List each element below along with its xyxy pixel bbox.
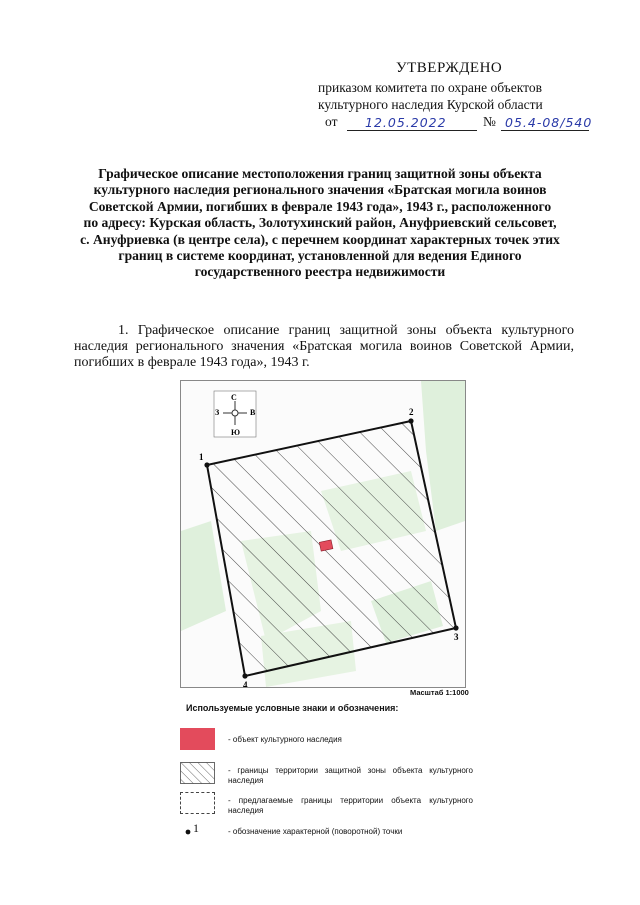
boundary-point-label-3: 3 <box>454 632 459 642</box>
object-swatch <box>180 728 215 750</box>
legend-title: Используемые условные знаки и обозначения: <box>186 703 399 713</box>
map-svg <box>181 381 465 687</box>
legend-proposed-text: - предлагаемые границы территории объекта культурного наследия <box>228 796 473 815</box>
section-1-content: 1. Графическое описание границ защитной зоны объекта культурного наследия регионального значения «Братская могила воинов Советской Армии, погибших в феврале 1943 года», 1943 г. <box>74 323 574 370</box>
compass-east: В <box>250 408 256 417</box>
legend-point-text: - обозначение характерной (поворотной) точки <box>228 827 403 836</box>
document-title: Графическое описание местоположения границ защитной зоны объекта культурного наследия регионального значения «Братская могила воинов Советской Армии, погибших в феврале 1943 года», 1943 г., расположенного по адресу: Курская область, Золотухинский район, Ануфриевский сельсовет, с. Ануфриевка (в центре села), с перечнем координат характерных точек этих границ в системе координат, установленной для ведения Единого государственного реестра недвижимости <box>80 166 560 280</box>
approval-line-2: культурного наследия Курской области <box>318 97 543 112</box>
dashed-swatch <box>180 792 215 814</box>
point-symbol-label: 1 <box>193 821 199 835</box>
section-1-text <box>74 323 574 371</box>
compass-rose <box>214 391 256 437</box>
legend-zone-text: - границы территории защитной зоны объекта культурного наследия <box>228 766 473 785</box>
order-number: 05.4-08/540 <box>505 115 593 130</box>
compass-south: Ю <box>231 428 241 437</box>
boundary-point-label-1: 1 <box>199 452 204 462</box>
compass-west: З <box>215 408 220 417</box>
compass-north: С <box>231 393 237 402</box>
from-label: от <box>325 114 338 129</box>
number-label: № <box>483 114 496 129</box>
boundary-map <box>180 380 466 688</box>
boundary-point-label-2: 2 <box>409 407 414 417</box>
boundary-point-1 <box>204 462 209 467</box>
order-date: 12.05.2022 <box>365 115 447 130</box>
boundary-point-2 <box>408 418 413 423</box>
approval-line-1: приказом комитета по охране объектов <box>318 80 542 95</box>
map-scale: Масштаб 1:1000 <box>410 688 469 697</box>
boundary-point-4 <box>242 673 247 678</box>
legend-object-text: - объект культурного наследия <box>228 735 342 744</box>
boundary-point-3 <box>453 625 458 630</box>
boundary-point-label-4: 4 <box>243 680 248 687</box>
hatch-swatch <box>180 762 215 784</box>
approval-title: УТВЕРЖДЕНО <box>396 60 503 76</box>
compass-center <box>232 410 238 416</box>
order-details <box>325 114 595 134</box>
